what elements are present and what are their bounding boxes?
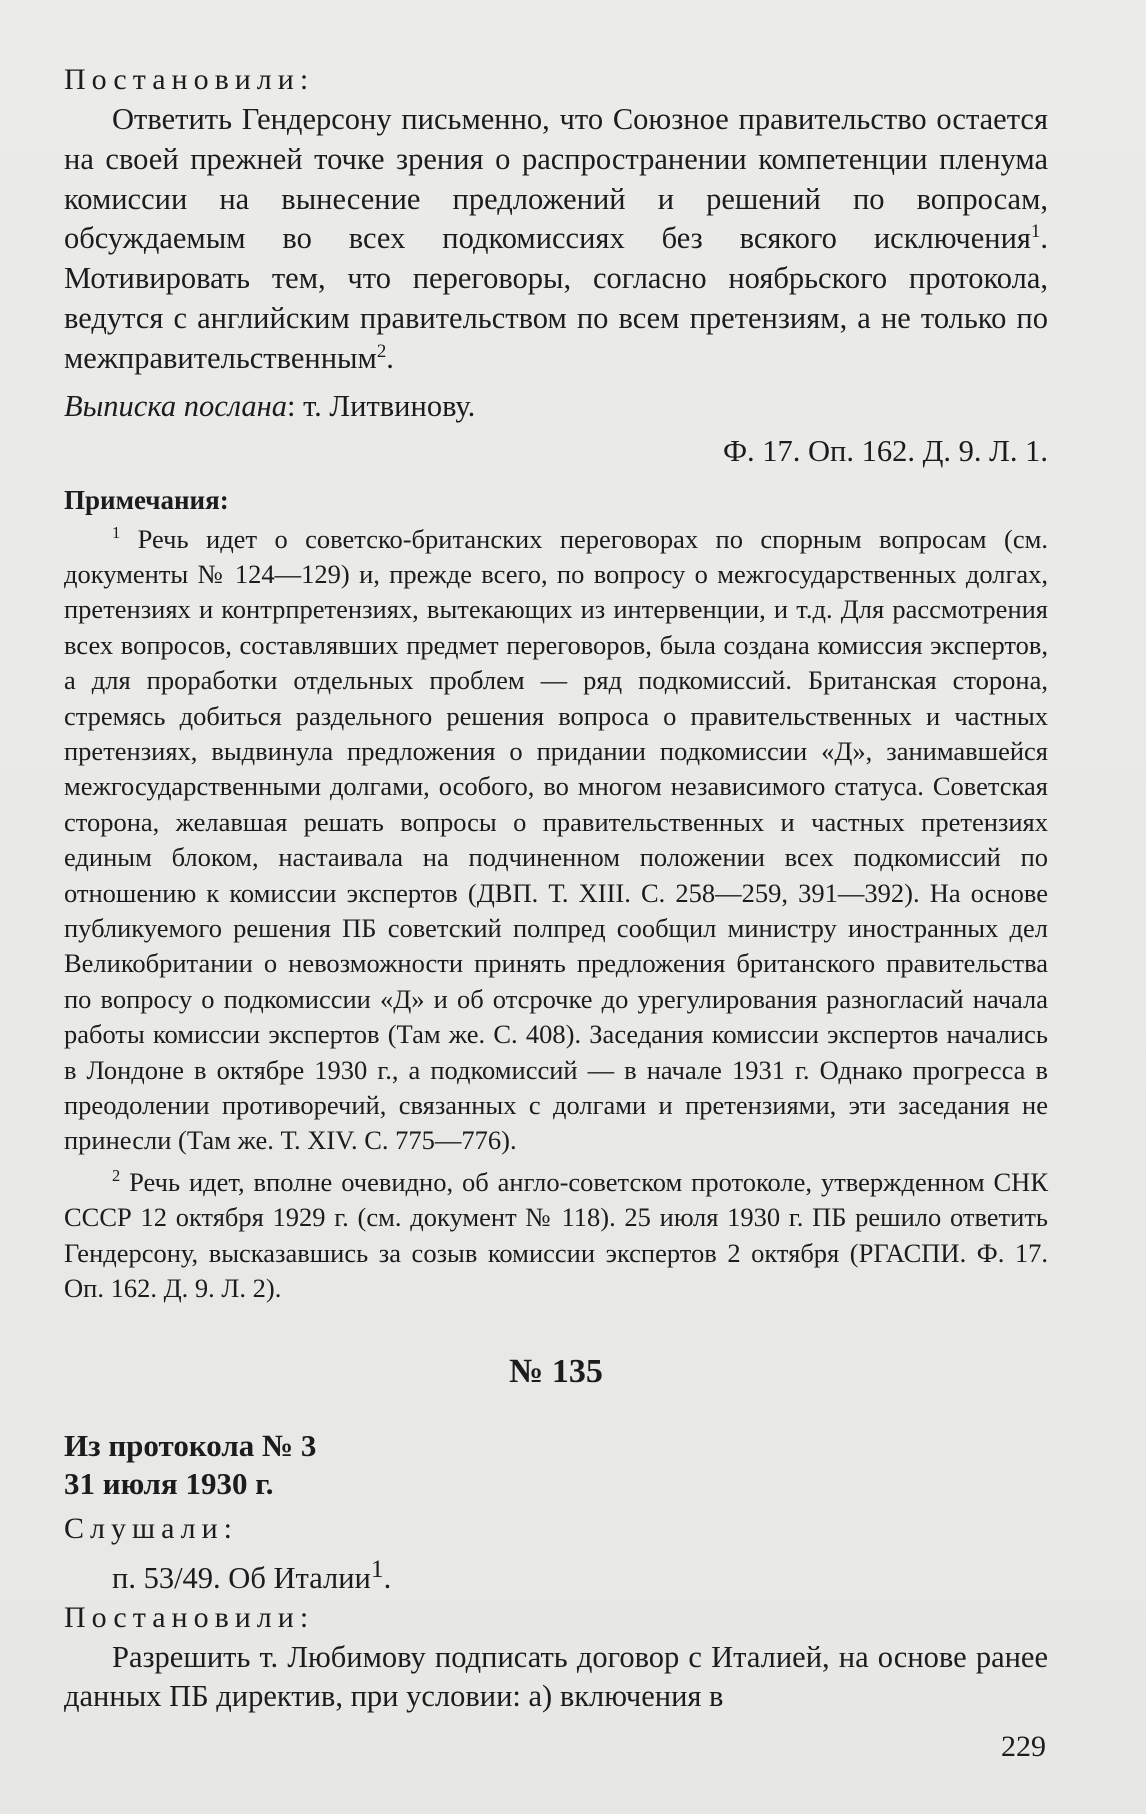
text-column <box>64 60 1048 1717</box>
decided-heading: Постановили: <box>64 63 315 96</box>
footnote-ref-1: 1 <box>1030 221 1041 243</box>
note-2: $^2$ Речь идет, вполне очевидно, об англо-советском протоколе, утвержденном СНК СССР 12 октября 1929 г. (см. документ № 118). 25 июля 1930 г. ПБ решило ответить Гендерсону, высказавшись за созыв комиссии экспертов 2 октября (РГАСПИ. Ф. 17. Оп. 162. Д. 9. Л. 2). <box>64 1166 1048 1304</box>
decision-paragraph: Ответить Гендерсону письменно, что Союзное правительство остается на своей прежней точке зрения о распространении компетенции пленума комиссии на вынесение предложений и решений по вопросам, обсуждаемым во всех подкомиссиях без всякого исключения$^1$. Мотивировать тем, что переговоры, согласно ноябрьского протокола, ведутся с английским правительством по всем претензиям, а не только по межправительственным$^2$. <box>64 102 1048 375</box>
note-1: $^1$ Речь идет о советско-британских переговорах по спорным вопросам (см. документы № 124—129) и, прежде всего, по вопросу о межгосударственных долгах, претензиях и контрпретензиях, вытекающих из интервенции, и т.д. Для рассмотрения всех вопросов, составлявших предмет переговоров, была создана комиссия экспертов, а для проработки отдельных проблем — ряд подкомиссий. Британская сторона, стремясь добиться раздельного решения вопроса о правительственных и частных претензиях, выдвинула предложения о придании подкомиссии «Д», занимавшейся межгосударственными долгами, особого, во многом независимого статуса. Советская сторона, желавшая решать вопросы о правительственных и частных претензиях единым блоком, настаивала на подчиненном положении всех подкомиссий по отношению к комиссии экспертов (ДВП. Т. XIII. С. 258—259, 391—392). На основе публикуемого решения ПБ советский полпред сообщил министру иностранных дел Великобритании о невозможности принять предложения британского правительства по вопросу о подкомиссии «Д» и об отсрочке до урегулирования разногласий начала работы комиссии экспертов (Там же. С. 408). Заседания комиссии экспертов начались в Лондоне в октябре 1930 г., а подкомиссий — в начале 1931 г. Однако прогресса в преодолении противоречий, связанных с долгами и претензиями, эти заседания не принесли (Там же. Т. XIV. С. 775—776). <box>64 522 1049 1156</box>
decided-heading-2: Постановили: <box>64 1600 315 1634</box>
footnote-ref-italy: 1 <box>370 1554 384 1583</box>
notes-title: Примечания: <box>64 484 229 515</box>
extract-sent-line: Выписка послана: т. Литвинову. <box>64 388 476 423</box>
document-number: № 135 <box>509 1352 603 1390</box>
page-number: 229 <box>1001 1730 1046 1763</box>
footnote-ref-2: 2 <box>376 340 387 362</box>
document-date: 31 июля 1930 г. <box>64 1465 274 1501</box>
heard-heading: Слушали: <box>64 1511 239 1545</box>
document-title: Из протокола № 3 <box>64 1427 317 1463</box>
heard-item: п. 53/49. Об Италии$^1$. <box>112 1554 392 1595</box>
archive-reference: Ф. 17. Оп. 162. Д. 9. Л. 1. <box>722 433 1048 468</box>
decided-paragraph: Разрешить т. Любимову подписать договор с Италией, на основе ранее данных ПБ директив, при условии: а) включения в <box>64 1639 1048 1714</box>
